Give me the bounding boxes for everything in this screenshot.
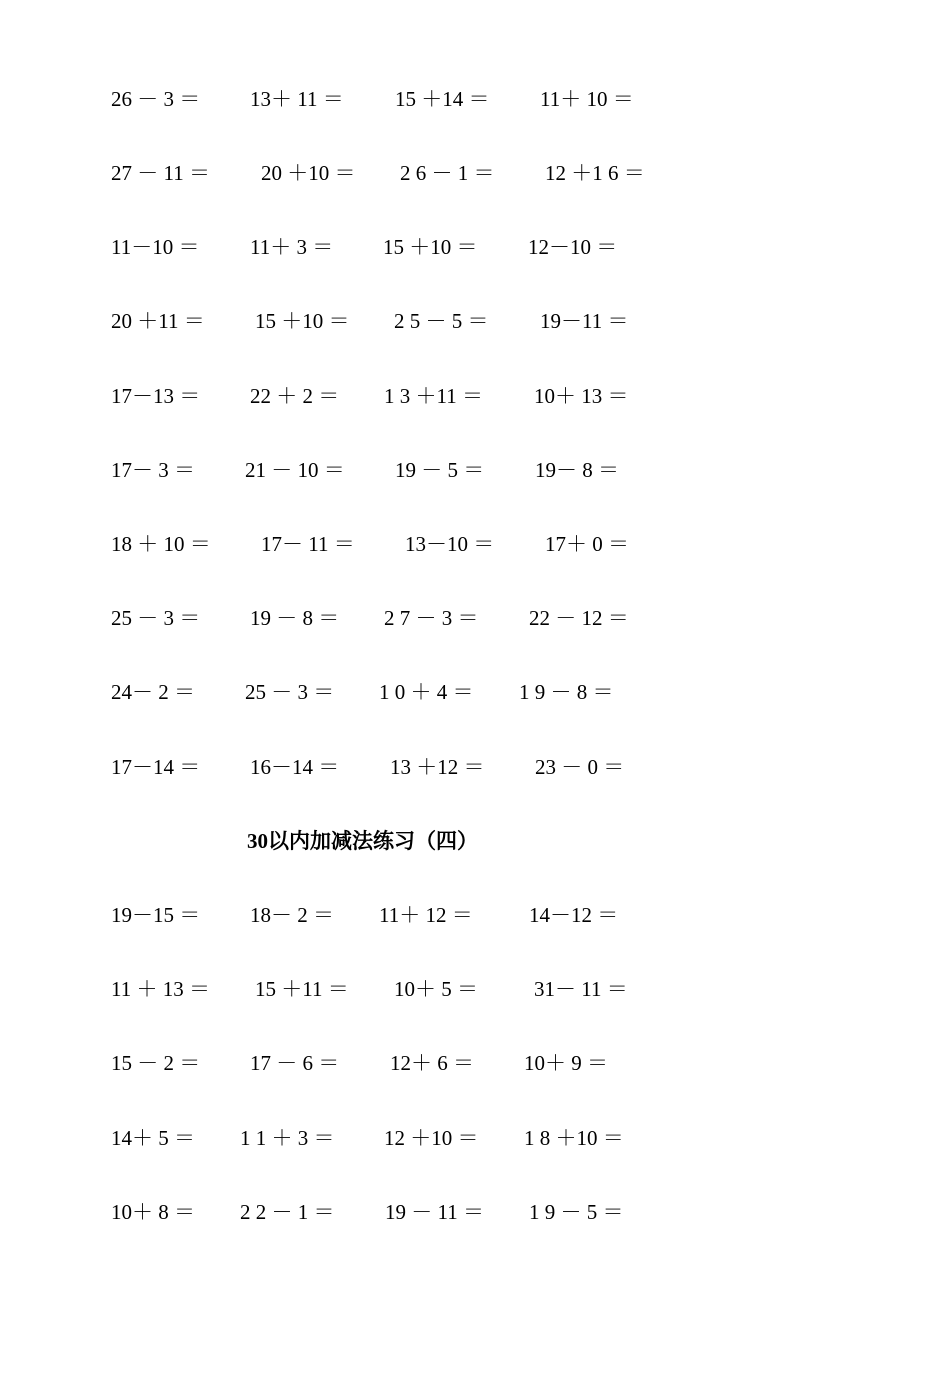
problem: 17＋ 0 ＝ bbox=[545, 532, 629, 556]
problem: 1 9 － 8 ＝ bbox=[519, 680, 614, 704]
problem-row bbox=[0, 306, 950, 336]
problem: 22 － 12 ＝ bbox=[529, 606, 629, 630]
problem-row bbox=[0, 232, 950, 262]
problem-row bbox=[0, 381, 950, 411]
problem: 11＋ 12 ＝ bbox=[379, 903, 473, 927]
problem: 17－ 11 ＝ bbox=[261, 532, 355, 556]
problem-row bbox=[0, 677, 950, 707]
problem: 18 ＋ 10 ＝ bbox=[111, 532, 211, 556]
problem-row bbox=[0, 84, 950, 114]
problem: 14－12 ＝ bbox=[529, 903, 619, 927]
problem-row bbox=[0, 529, 950, 559]
problem: 2 6 － 1 ＝ bbox=[400, 161, 495, 185]
problem: 1 9 － 5 ＝ bbox=[529, 1200, 624, 1224]
problem: 25 － 3 ＝ bbox=[111, 606, 201, 630]
problem-row bbox=[0, 603, 950, 633]
problem: 21 － 10 ＝ bbox=[245, 458, 345, 482]
problem: 23 － 0 ＝ bbox=[535, 755, 625, 779]
problem: 19－15 ＝ bbox=[111, 903, 201, 927]
problem: 18－ 2 ＝ bbox=[250, 903, 334, 927]
problem: 15 ＋14 ＝ bbox=[395, 87, 490, 111]
problem-row bbox=[0, 1048, 950, 1078]
problem: 17 － 6 ＝ bbox=[250, 1051, 340, 1075]
problem: 2 5 － 5 ＝ bbox=[394, 309, 489, 333]
problem: 11＋ 10 ＝ bbox=[540, 87, 634, 111]
problem: 15 ＋10 ＝ bbox=[255, 309, 350, 333]
problem-row bbox=[0, 455, 950, 485]
section-title bbox=[247, 826, 478, 856]
problem: 10＋ 5 ＝ bbox=[394, 977, 478, 1001]
problem: 15 ＋11 ＝ bbox=[255, 977, 349, 1001]
problem: 20 ＋10 ＝ bbox=[261, 161, 356, 185]
problem-row bbox=[0, 752, 950, 782]
problem-row bbox=[0, 974, 950, 1004]
problem: 2 2 － 1 ＝ bbox=[240, 1200, 335, 1224]
problem: 17－ 3 ＝ bbox=[111, 458, 195, 482]
problem: 27 － 11 ＝ bbox=[111, 161, 210, 185]
problem-row bbox=[0, 1197, 950, 1227]
problem: 10＋ 8 ＝ bbox=[111, 1200, 195, 1224]
problem: 1 8 ＋10 ＝ bbox=[524, 1126, 624, 1150]
problem: 1 0 ＋ 4 ＝ bbox=[379, 680, 474, 704]
section-title-number: 30 bbox=[247, 829, 268, 853]
problem: 24－ 2 ＝ bbox=[111, 680, 195, 704]
problem: 10＋ 13 ＝ bbox=[534, 384, 629, 408]
problem: 19－11 ＝ bbox=[540, 309, 629, 333]
problem: 17－13 ＝ bbox=[111, 384, 201, 408]
problem: 17－14 ＝ bbox=[111, 755, 201, 779]
problem-row bbox=[0, 900, 950, 930]
problem: 22 ＋ 2 ＝ bbox=[250, 384, 340, 408]
problem: 26 － 3 ＝ bbox=[111, 87, 201, 111]
problem: 11－10 ＝ bbox=[111, 235, 200, 259]
problem: 15 ＋10 ＝ bbox=[383, 235, 478, 259]
problem: 14＋ 5 ＝ bbox=[111, 1126, 195, 1150]
problem: 12 ＋1 6 ＝ bbox=[545, 161, 645, 185]
section-title-text: 以内加减法练习（四） bbox=[268, 829, 478, 853]
problem-row bbox=[0, 158, 950, 188]
problem: 25 － 3 ＝ bbox=[245, 680, 335, 704]
problem: 10＋ 9 ＝ bbox=[524, 1051, 608, 1075]
problem-row bbox=[0, 1123, 950, 1153]
problem: 12－10 ＝ bbox=[528, 235, 618, 259]
problem: 1 3 ＋11 ＝ bbox=[384, 384, 483, 408]
problem: 16－14 ＝ bbox=[250, 755, 340, 779]
problem: 19 － 5 ＝ bbox=[395, 458, 485, 482]
problem: 2 7 － 3 ＝ bbox=[384, 606, 479, 630]
problem: 19 － 8 ＝ bbox=[250, 606, 340, 630]
problem: 31－ 11 ＝ bbox=[534, 977, 628, 1001]
problem: 13－10 ＝ bbox=[405, 532, 495, 556]
problem: 11 ＋ 13 ＝ bbox=[111, 977, 210, 1001]
problem: 1 1 ＋ 3 ＝ bbox=[240, 1126, 335, 1150]
problem: 19－ 8 ＝ bbox=[535, 458, 619, 482]
problem: 15 － 2 ＝ bbox=[111, 1051, 201, 1075]
problem: 20 ＋11 ＝ bbox=[111, 309, 205, 333]
problem: 12 ＋10 ＝ bbox=[384, 1126, 479, 1150]
problem: 11＋ 3 ＝ bbox=[250, 235, 334, 259]
problem: 19 － 11 ＝ bbox=[385, 1200, 484, 1224]
problem: 13＋ 11 ＝ bbox=[250, 87, 344, 111]
problem: 13 ＋12 ＝ bbox=[390, 755, 485, 779]
problem: 12＋ 6 ＝ bbox=[390, 1051, 474, 1075]
